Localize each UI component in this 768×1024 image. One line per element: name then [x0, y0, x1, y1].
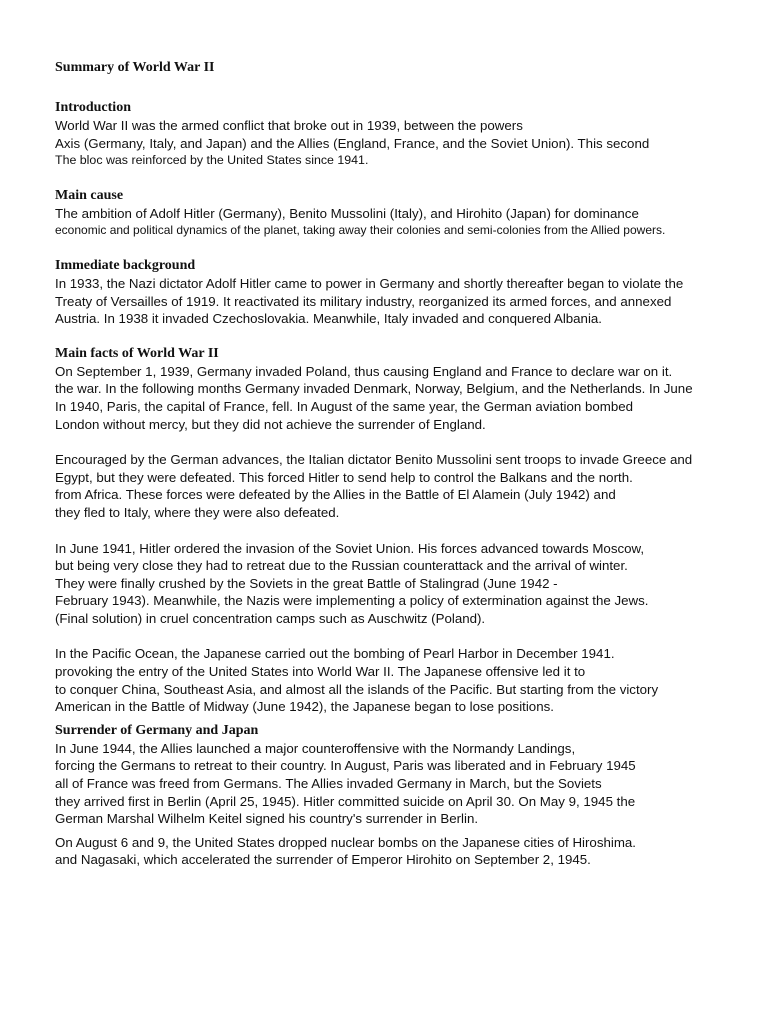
text-line: the war. In the following months Germany invaded Denmark, Norway, Belgium, and the Netherlands. In June — [55, 381, 693, 397]
text-line: they arrived first in Berlin (April 25, 1945). Hitler committed suicide on April 30. On May 9, 1945 the — [55, 793, 636, 809]
text-line: They were finally crushed by the Soviets in the great Battle of Stalingrad (June 1942 - — [55, 575, 558, 591]
text-line: to conquer China, Southeast Asia, and almost all the islands of the Pacific. But starting from the victory — [55, 681, 659, 697]
text-line: (Final solution) in cruel concentration camps such as Auschwitz (Poland). — [55, 610, 486, 626]
text-line: economic and political dynamics of the planet, taking away their colonies and semi-colonies from the Allied powers. — [55, 223, 666, 238]
text-line: In 1940, Paris, the capital of France, fell. In August of the same year, the German aviation bombed — [55, 398, 634, 414]
section-heading: Main facts of World War II — [55, 345, 219, 361]
section-immediate-background — [55, 257, 745, 328]
text-line: Axis (Germany, Italy, and Japan) and the Allies (England, France, and the Soviet Union). This second — [55, 135, 650, 151]
section-heading: Introduction — [55, 100, 131, 115]
text-line: On August 6 and 9, the United States dropped nuclear bombs on the Japanese cities of Hiroshima. — [55, 834, 636, 850]
text-line: German Marshal Wilhelm Keitel signed his country's surrender in Berlin. — [55, 811, 479, 827]
section-heading: Immediate background — [55, 257, 196, 273]
text-line: The bloc was reinforced by the United States since 1941. — [55, 153, 369, 168]
section-introduction — [55, 99, 745, 170]
text-line: In June 1944, the Allies launched a major counteroffensive with the Normandy Landings, — [55, 740, 576, 756]
document-title: Summary of World War II — [55, 60, 215, 75]
section-main-facts — [55, 345, 745, 716]
paragraph — [55, 740, 745, 828]
text-line: World War II was the armed conflict that broke out in 1939, between the powers — [55, 118, 523, 133]
text-line: Treaty of Versailles of 1919. It reactivated its military industry, reorganized its armed forces, and annexed — [55, 293, 672, 309]
paragraph — [55, 451, 745, 521]
section-heading: Surrender of Germany and Japan — [55, 722, 259, 738]
section-main-cause — [55, 187, 745, 240]
text-line: In 1933, the Nazi dictator Adolf Hitler came to power in Germany and shortly thereafter began to violate the — [55, 275, 684, 291]
text-line: February 1943). Meanwhile, the Nazis were implementing a policy of extermination against the Jews. — [55, 593, 649, 609]
text-line: but being very close they had to retreat due to the Russian counterattack and the arrival of winter. — [55, 558, 628, 574]
text-line: they fled to Italy, where they were also defeated. — [55, 504, 340, 520]
text-line: forcing the Germans to retreat to their country. In August, Paris was liberated and in February 1945 — [55, 758, 636, 774]
paragraph — [55, 645, 745, 715]
section-heading: Main cause — [55, 187, 124, 203]
text-line: Encouraged by the German advances, the Italian dictator Benito Mussolini sent troops to invade Greece and — [55, 452, 693, 468]
text-line: and Nagasaki, which accelerated the surrender of Emperor Hirohito on September 2, 1945. — [55, 852, 591, 868]
document-body — [55, 59, 745, 887]
text-line: all of France was freed from Germans. The Allies invaded Germany in March, but the Soviets — [55, 776, 602, 792]
text-line: In June 1941, Hitler ordered the invasion of the Soviet Union. His forces advanced towards Moscow, — [55, 540, 645, 556]
text-line: In the Pacific Ocean, the Japanese carried out the bombing of Pearl Harbor in December 1941. — [55, 646, 615, 662]
paragraph — [55, 834, 745, 869]
text-line: American in the Battle of Midway (June 1942), the Japanese began to lose positions. — [55, 699, 554, 715]
text-line: London without mercy, but they did not achieve the surrender of England. — [55, 416, 486, 432]
text-line: The ambition of Adolf Hitler (Germany), Benito Mussolini (Italy), and Hirohito (Japan) for dominance — [55, 205, 639, 221]
text-line: from Africa. These forces were defeated by the Allies in the Battle of El Alamein (July 1942) and — [55, 487, 616, 503]
section-surrender — [55, 722, 745, 869]
text-line: provoking the entry of the United States into World War II. The Japanese offensive led it to — [55, 664, 586, 680]
text-line: Egypt, but they were defeated. This forced Hitler to send help to control the Balkans and the north. — [55, 469, 633, 485]
paragraph — [55, 363, 745, 433]
text-line: On September 1, 1939, Germany invaded Poland, thus causing England and France to declare war on it. — [55, 363, 673, 379]
paragraph — [55, 540, 745, 628]
text-line: Austria. In 1938 it invaded Czechoslovakia. Meanwhile, Italy invaded and conquered Albania. — [55, 311, 602, 327]
